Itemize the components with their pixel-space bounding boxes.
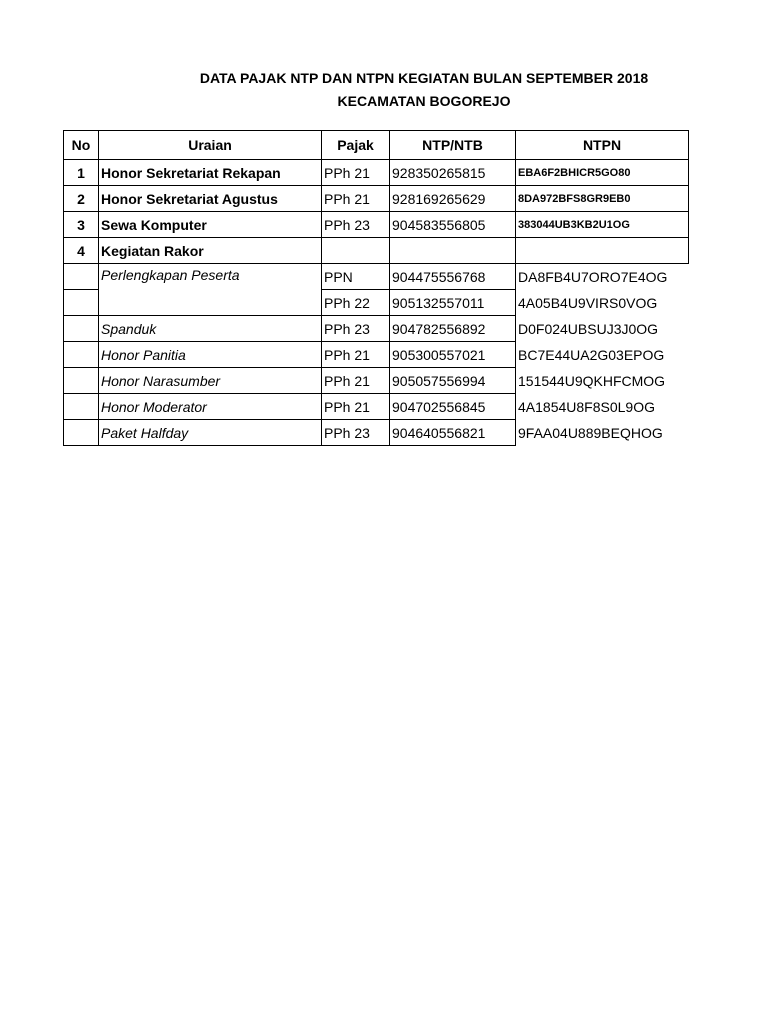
row-ntpn: 4A1854U8F8S0L9OG (518, 398, 655, 415)
table-row (64, 342, 689, 368)
row-no-empty (64, 290, 99, 316)
row-ntpn (516, 238, 689, 264)
header-pajak: Pajak (322, 131, 390, 160)
row-ntpn: D0F024UBSUJ3J0OG (518, 320, 659, 337)
row-uraian: Honor Narasumber (99, 368, 322, 394)
row-pajak: PPh 23 (322, 316, 390, 342)
row-uraian: Sewa Komputer (99, 212, 322, 238)
row-uraian: Paket Halfday (99, 420, 322, 446)
row-pajak: PPh 23 (322, 212, 390, 238)
row-ntpn: 9FAA04U889BEQHOG (518, 424, 663, 441)
row-no-empty (64, 342, 99, 368)
row-ntp: 904782556892 (390, 316, 516, 342)
table-row (64, 420, 689, 446)
row-no-empty (64, 368, 99, 394)
row-uraian: Honor Moderator (99, 394, 322, 420)
table-row (64, 264, 689, 290)
header-uraian: Uraian (99, 131, 322, 160)
row-ntp (390, 238, 516, 264)
table-row (64, 394, 689, 420)
row-uraian: Honor Sekretariat Rekapan (99, 160, 322, 186)
row-ntp: 905057556994 (390, 368, 516, 394)
row-uraian: Spanduk (99, 316, 322, 342)
row-ntpn: 4A05B4U9VIRS0VOG (518, 294, 658, 311)
row-uraian: Honor Sekretariat Agustus (99, 186, 322, 212)
row-no: 3 (64, 212, 99, 238)
row-no-empty (64, 264, 99, 290)
row-no: 4 (64, 238, 99, 264)
row-ntp: 928169265629 (390, 186, 516, 212)
row-ntpn: 383044UB3KB2U1OG (516, 212, 689, 238)
header-ntpn: NTPN (516, 131, 689, 160)
row-no-empty (64, 420, 99, 446)
row-pajak (322, 238, 390, 264)
row-uraian: Kegiatan Rakor (99, 238, 322, 264)
row-ntp: 905300557021 (390, 342, 516, 368)
row-ntpn: DA8FB4U7ORO7E4OG (518, 268, 668, 285)
table-row (64, 212, 689, 238)
tax-table (63, 130, 689, 446)
table-row (64, 316, 689, 342)
document-subtitle: KECAMATAN BOGOREJO (337, 93, 511, 109)
row-ntp: 904475556768 (390, 264, 516, 290)
row-ntpn: 8DA972BFS8GR9EB0 (516, 186, 689, 212)
header-ntp: NTP/NTB (390, 131, 516, 160)
row-ntp: 928350265815 (390, 160, 516, 186)
row-uraian: Perlengkapan Peserta (99, 264, 322, 316)
row-no-empty (64, 394, 99, 420)
header-row (64, 131, 689, 160)
header-no: No (64, 131, 99, 160)
row-ntpn: BC7E44UA2G03EPOG (518, 346, 665, 363)
row-pajak: PPh 21 (322, 160, 390, 186)
row-no: 2 (64, 186, 99, 212)
row-ntpn: 151544U9QKHFCMOG (518, 372, 666, 389)
row-ntp: 904702556845 (390, 394, 516, 420)
row-no-empty (64, 316, 99, 342)
row-ntp: 904640556821 (390, 420, 516, 446)
row-no: 1 (64, 160, 99, 186)
row-pajak: PPh 21 (322, 186, 390, 212)
row-uraian: Honor Panitia (99, 342, 322, 368)
table-row (64, 186, 689, 212)
row-pajak: PPh 21 (322, 368, 390, 394)
row-ntpn: EBA6F2BHICR5GO80 (516, 160, 689, 186)
row-pajak: PPh 21 (322, 394, 390, 420)
row-ntp: 905132557011 (390, 290, 516, 316)
document-title: DATA PAJAK NTP DAN NTPN KEGIATAN BULAN SEPTEMBER 2018 (199, 70, 649, 86)
table-row (64, 368, 689, 394)
table-row (64, 238, 689, 264)
row-pajak: PPN (322, 264, 390, 290)
row-pajak: PPh 21 (322, 342, 390, 368)
row-pajak: PPh 22 (322, 290, 390, 316)
table-row (64, 160, 689, 186)
row-ntp: 904583556805 (390, 212, 516, 238)
row-pajak: PPh 23 (322, 420, 390, 446)
